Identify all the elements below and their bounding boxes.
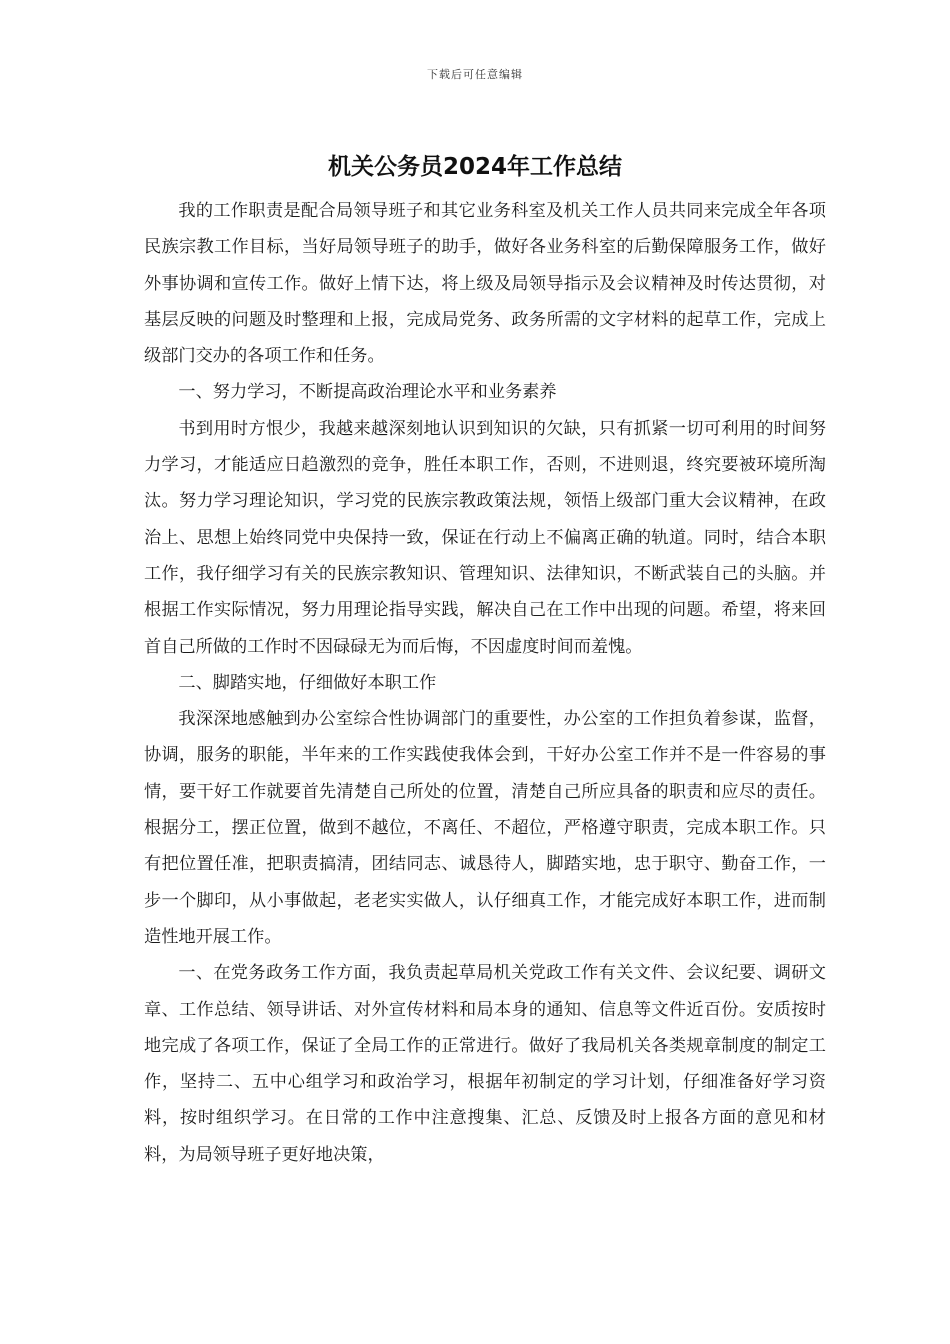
party-affairs-paragraph: 一、在党务政务工作方面，我负责起草局机关党政工作有关文件、会议纪要、调研文章、工作总结、领导讲话、对外宣传材料和局本身的通知、信息等文件近百份。安质按时地完成了各项工作，保证了全局工作的正常进行。做好了我局机关各类规章制度的制定工作，坚持二、五中心组学习和政治学习，根据年初制定的学习计划，仔细准备好学习资料，按时组织学习。在日常的工作中注意搜集、汇总、反馈及时上报各方面的意见和材料，为局领导班子更好地决策，	[144, 963, 826, 1165]
page-header-note: 下载后可任意编辑	[427, 68, 523, 81]
section-heading-study: 一、努力学习，不断提高政治理论水平和业务素养	[178, 382, 557, 403]
intro-paragraph: 我的工作职责是配合局领导班子和其它业务科室及机关工作人员共同来完成全年各项民族宗教工作目标，当好局领导班子的助手，做好各业务科室的后勤保障服务工作，做好外事协调和宣传工作。做好上情下达，将上级及局领导指示及会议精神及时传达贯彻，对基层反映的问题及时整理和上报，完成局党务、政务所需的文字材料的起草工作，完成上级部门交办的各项工作和任务。	[144, 201, 826, 367]
duty-paragraph: 我深深地感触到办公室综合性协调部门的重要性，办公室的工作担负着参谋，监督，协调，服务的职能，半年来的工作实践使我体会到，干好办公室工作并不是一件容易的事情，要干好工作就要首先清楚自己所处的位置，清楚自己所应具备的职责和应尽的责任。根据分工，摆正位置，做到不越位，不离任、不超位，严格遵守职责，完成本职工作。只有把位置任准，把职责搞清，团结同志、诚恳待人，脚踏实地，忠于职守、勤奋工作，一步一个脚印，从小事做起，老老实实做人，认仔细真工作，才能完成好本职工作，进而制造性地开展工作。	[144, 709, 826, 947]
study-paragraph: 书到用时方恨少，我越来越深刻地认识到知识的欠缺，只有抓紧一切可利用的时间努力学习，才能适应日趋激烈的竞争，胜任本职工作，否则，不进则退，终究要被环境所淘汰。努力学习理论知识，学习党的民族宗教政策法规，领悟上级部门重大会议精神，在政治上、思想上始终同党中央保持一致，保证在行动上不偏离正确的轨道。同时，结合本职工作，我仔细学习有关的民族宗教知识、管理知识、法律知识，不断武装自己的头脑。并根据工作实际情况，努力用理论指导实践，解决自己在工作中出现的问题。希望，将来回首自己所做的工作时不因碌碌无为而后悔，不因虚度时间而羞愧。	[144, 418, 826, 657]
section-heading-duty: 二、脚踏实地，仔细做好本职工作	[178, 672, 437, 693]
document-title: 机关公务员2024年工作总结	[327, 154, 622, 180]
document-body	[144, 193, 826, 1173]
